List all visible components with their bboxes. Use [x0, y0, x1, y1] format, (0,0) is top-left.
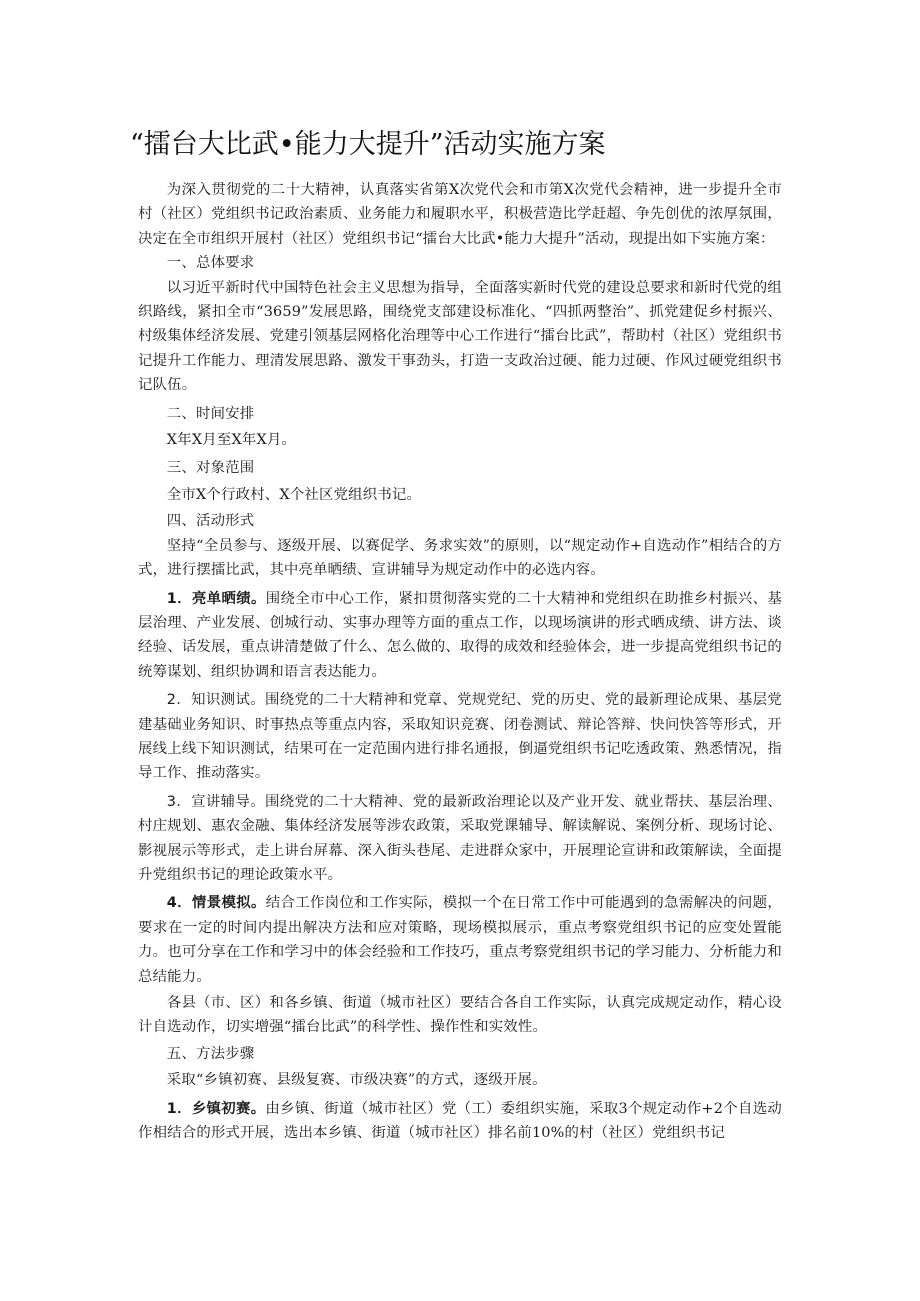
item-label: ．亮单晒绩。 — [177, 590, 266, 607]
item-label: ．乡镇初赛。 — [177, 1100, 266, 1117]
item-label: ．宣讲辅导。 — [176, 793, 265, 810]
document-body — [138, 178, 782, 1145]
section-heading-scope: 三、对象范围 — [166, 460, 255, 477]
item-number: 2 — [166, 692, 177, 709]
section-heading-activity-form: 四、活动形式 — [166, 513, 255, 530]
activity-item-3 — [138, 790, 782, 888]
activity-form-paragraph: 坚持“全员参与、逐级开展、以赛促学、务求实效”的原则，以“规定动作+自选动作”相结合的方式，进行摆擂比武，其中亮单晒绩、宣讲辅导为规定动作中的必选内容。 — [138, 537, 782, 579]
activity-item-2 — [138, 688, 782, 786]
intro-paragraph: 为深入贯彻党的二十大精神，认真落实省第X次党代会和市第X次党代会精神，进一步提升全市村（社区）党组织书记政治素质、业务能力和履职水平，积极营造比学赶超、争先创优的浓厚氛围，决定在全市组织开展村（社区）党组织书记“擂台大比武•能力大提升”活动，现提出如下实施方案： — [138, 182, 782, 247]
item-text: 围绕党的二十大精神和党章、党规党纪、党的历史、党的最新理论成果、基层党建基础业务知识、时事热点等重点内容，采取知识竞赛、闭卷测试、辩论答辩、快问快答等形式，开展线上线下知识测试，结果可在一定范围内进行排名通报，倒逼党组织书记吃透政策、熟悉情况，指导工作、推动落实。 — [138, 692, 782, 782]
section-heading-general-requirements: 一、总体要求 — [166, 255, 255, 272]
schedule-paragraph: X年X月至X年X月。 — [166, 432, 297, 449]
section-heading-method-steps: 五、方法步骤 — [166, 1045, 255, 1062]
activity-form-closing-paragraph: 各县（市、区）和各乡镇、街道（城市社区）要结合各自工作实际，认真完成规定动作，精心设计自选动作，切实增强“擂台比武”的科学性、操作性和实效性。 — [138, 995, 782, 1036]
item-label: ．情景模拟。 — [177, 895, 266, 912]
step-item-1 — [138, 1097, 782, 1146]
item-text: 由乡镇、街道（城市社区）党（工）委组织实施，采取3个规定动作+2个自选动作相结合的形式开展，选出本乡镇、街道（城市社区）排名前10%的村（社区）党组织书记 — [138, 1100, 783, 1142]
scope-paragraph: 全市X个行政村、X个社区党组织书记。 — [166, 486, 422, 503]
activity-item-4 — [138, 891, 782, 989]
document-title: “擂台大比武•能力大提升”活动实施方案 — [130, 129, 606, 160]
method-steps-paragraph: 采取“乡镇初赛、县级复赛、市级决赛”的方式，逐级开展。 — [166, 1072, 547, 1089]
item-number: 1 — [166, 590, 178, 607]
item-text: 围绕党的二十大精神、党的最新政治理论以及产业开发、就业帮扶、基层治理、村庄规划、惠农金融、集体经济发展等涉农政策，采取党课辅导、解读解说、案例分析、现场讨论、影视展示等形式，走上讲台屏幕、深入街头巷尾、走进群众家中，开展理论宣讲和政策解读，全面提升党组织书记的理论政策水平。 — [138, 793, 782, 883]
item-label: ．知识测试。 — [176, 692, 265, 709]
item-number: 3 — [166, 793, 177, 810]
activity-item-1 — [138, 587, 782, 685]
item-text: 围绕全市中心工作，紧扣贯彻落实党的二十大精神和党组织在助推乡村振兴、基层治理、产业发展、创城行动、实事办理等方面的重点工作，以现场演讲的形式晒成绩、讲方法、谈经验、话发展，重点讲清楚做了什么、怎么做的、取得的成效和经验体会，进一步提高党组织书记的统筹谋划、组织协调和语言表达能力。 — [138, 590, 782, 680]
item-number: 1 — [166, 1100, 178, 1117]
section-heading-schedule: 二、时间安排 — [166, 405, 255, 422]
item-text: 结合工作岗位和工作实际，模拟一个在日常工作中可能遇到的急需解决的问题，要求在一定的时间内提出解决方法和应对策略，现场模拟展示，重点考察党组织书记的应变处置能力。也可分享在工作和学习中的体会经验和工作技巧，重点考察党组织书记的学习能力、分析能力和总结能力。 — [138, 895, 782, 985]
general-requirements-paragraph: 以习近平新时代中国特色社会主义思想为指导，全面落实新时代党的建设总要求和新时代党的组织路线，紧扣全市“3659”发展思路，围绕党支部建设标准化、“四抓两整治”、抓党建促乡村振兴、村级集体经济发展、党建引领基层网格化治理等中心工作进行“擂台比武”，帮助村（社区）党组织书记提升工作能力、理清发展思路、激发干事劲头，打造一支政治过硬、能力过硬、作风过硬党组织书记队伍。 — [138, 279, 782, 394]
item-number: 4 — [166, 895, 178, 912]
